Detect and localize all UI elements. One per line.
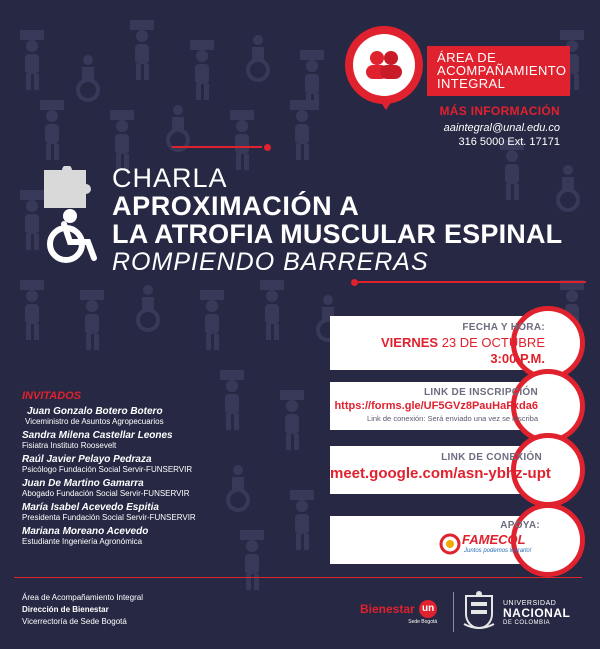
- bienestar-text: Bienestar: [360, 602, 415, 617]
- info-title: MÁS INFORMACIÓN: [439, 104, 560, 118]
- footer-credits: [22, 592, 143, 628]
- guest-item: [22, 430, 242, 450]
- area-title-line3: INTEGRAL: [437, 76, 506, 91]
- title-top-dot: [264, 144, 271, 151]
- title-bottom-rule: [358, 281, 586, 283]
- famecol-name: FAMECOL: [462, 532, 526, 547]
- guest-item: [22, 478, 242, 498]
- title-line1: CHARLA: [112, 163, 228, 193]
- guest-role: Abogado Fundación Social Servir-FUNSERVIR: [22, 489, 190, 498]
- area-title-line1: ÁREA DE: [437, 50, 497, 65]
- title-line2: APROXIMACIÓN A: [112, 191, 360, 221]
- footer-rule: [14, 577, 582, 578]
- support-label: APOYA:: [500, 520, 540, 531]
- date-date: 23 DE OCTUBRE: [441, 335, 545, 350]
- famecol-emblem-icon: [438, 532, 462, 556]
- guest-name: Juan Gonzalo Botero Botero: [27, 406, 163, 417]
- guest-role: Presidenta Fundación Social Servir-FUNSERVIR: [22, 513, 196, 522]
- bienestar-logo: [360, 600, 437, 625]
- area-title-line2: ACOMPAÑAMIENTO: [437, 63, 567, 78]
- unal-logo-text: [503, 600, 570, 626]
- disability-puzzle-icon: [40, 166, 108, 266]
- bienestar-sede: Sede Bogotá: [408, 619, 438, 626]
- registration-panel: [330, 382, 575, 430]
- people-icon: [363, 50, 405, 80]
- connection-link[interactable]: meet.google.com/asn-ybhz-upt: [330, 465, 551, 482]
- footer-line2: Dirección de Bienestar: [22, 605, 109, 614]
- guest-role: Fisiatra Instituto Roosevelt: [22, 441, 117, 450]
- guest-name: Sandra Milena Castellar Leones: [22, 430, 173, 441]
- title-block: [112, 164, 592, 276]
- guest-name: María Isabel Acevedo Espitia: [22, 502, 159, 513]
- date-day: VIERNES: [380, 335, 439, 350]
- guest-item: [22, 526, 242, 546]
- registration-label: LINK DE INSCRIPCIÓN: [423, 387, 538, 398]
- famecol-logo: [438, 530, 538, 560]
- title-bottom-dot: [351, 279, 358, 286]
- area-logo-circle: [345, 26, 423, 104]
- date-label: FECHA Y HORA:: [462, 322, 545, 333]
- guest-name: Mariana Moreano Acevedo: [22, 526, 149, 537]
- registration-note: Link de conexión: Será enviado una vez se inscriba: [367, 414, 538, 423]
- unal-line1: UNIVERSIDAD: [503, 600, 557, 607]
- support-panel: [330, 516, 575, 564]
- guest-item: [22, 502, 242, 522]
- guest-item: [22, 406, 242, 426]
- guests-title: INVITADOS: [22, 390, 82, 402]
- info-email[interactable]: aaintegral@unal.edu.co: [443, 122, 560, 134]
- guest-role: Viceministro de Asuntos Agropecuarios: [25, 417, 164, 426]
- footer-divider: [453, 592, 454, 632]
- colombia-shield-icon: [462, 590, 496, 632]
- famecol-tagline: Juntos podemos lograrlo!: [464, 548, 532, 554]
- connection-label: LINK DE CONEXIÓN: [441, 452, 542, 463]
- title-line3: LA ATROFIA MUSCULAR ESPINAL: [112, 219, 563, 249]
- title-line4: ROMPIENDO BARRERAS: [112, 248, 429, 276]
- guest-name: Juan De Martino Gamarra: [22, 478, 144, 489]
- guest-role: Estudiante Ingeniería Agronómica: [22, 537, 143, 546]
- unal-line2: NACIONAL: [503, 606, 571, 620]
- connection-panel: [330, 446, 575, 494]
- footer-line3: Vicerrectoría de Sede Bogotá: [22, 617, 127, 626]
- info-phone: 316 5000 Ext. 17171: [458, 136, 560, 148]
- guests-list: [22, 390, 242, 550]
- guest-role: Psicólogo Fundación Social Servir-FUNSERVIR: [22, 465, 193, 474]
- un-badge: un: [419, 600, 437, 618]
- date-time: 3:00 P.M.: [490, 351, 545, 366]
- registration-link[interactable]: https://forms.gle/UF5GVz8PauHaFxda6: [334, 400, 538, 412]
- guest-item: [22, 454, 242, 474]
- title-top-rule: [172, 146, 262, 148]
- area-title-box: [427, 46, 570, 96]
- date-panel: [330, 316, 575, 370]
- pin-tip: [378, 98, 394, 110]
- info-block: [430, 104, 560, 148]
- guest-name: Raúl Javier Pelayo Pedraza: [22, 454, 152, 465]
- footer-line1: Área de Acompañamiento Integral: [22, 593, 143, 602]
- unal-line3: DE COLOMBIA: [503, 620, 551, 626]
